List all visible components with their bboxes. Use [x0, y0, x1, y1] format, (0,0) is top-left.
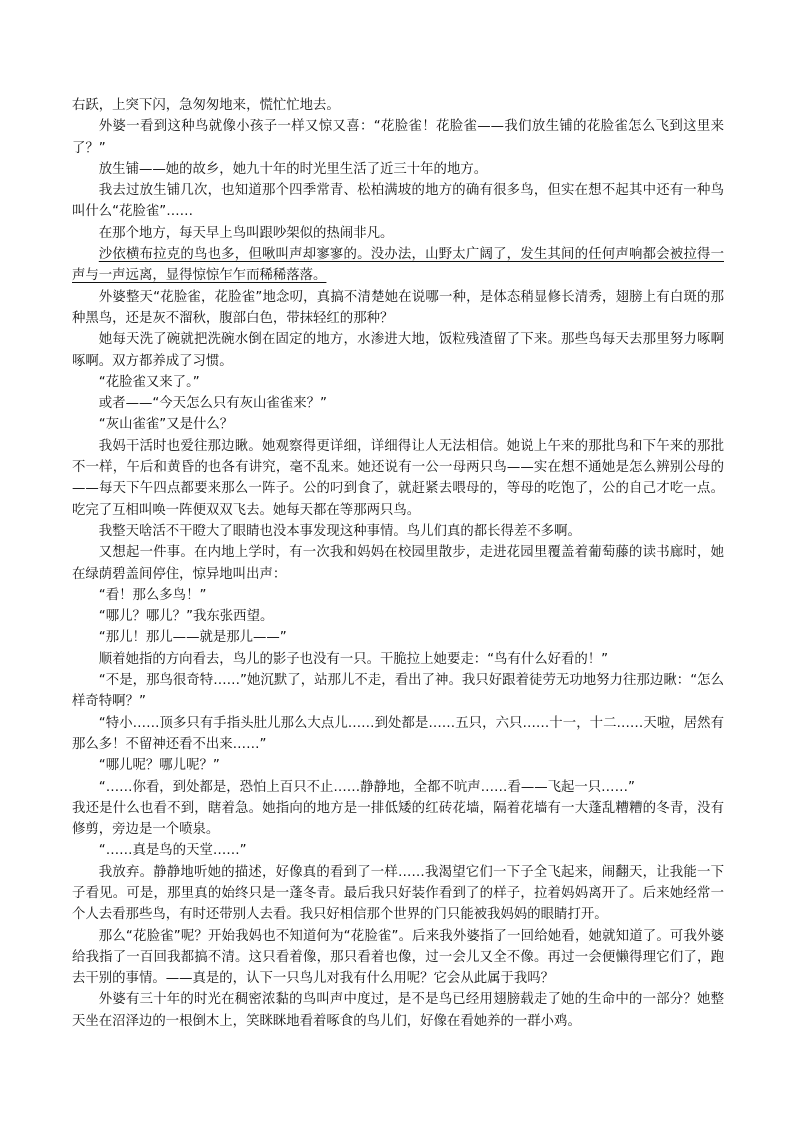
paragraph: 在那个地方，每天早上鸟叫跟吵架似的热闹非凡。 [98, 225, 394, 241]
paragraph: 放生铺——她的故乡，她九十年的时光里生活了近三十年的地方。 [98, 161, 488, 177]
paragraph: 我妈干活时也爱往那边瞅。她观察得更详细，详细得让人无法相信。她说上午来的那批鸟和下午来的那批不一样，午后和黄昏的也各有讲究，毫不乱来。她还说有一公一母两只鸟——实在想不通她是怎么辨别公母的——每天下午四点都要来那么一阵子。公的叼到食了，就赶紧去喂母的，等母的吃饱了，公的自己才吃一点。吃完了互相叫唤一阵便双双飞去。她每天都在等那两只鸟。 [72, 438, 724, 518]
underlined-paragraph [72, 244, 724, 287]
paragraph: “……你看，到处都是，恐怕上百只不止……静静地，全都不吭声……看——飞起一只……” [98, 779, 635, 795]
paragraph: 我去过放生铺几次，也知道那个四季常青、松柏满坡的地方的确有很多鸟，但实在想不起其中还有一种鸟叫什么“花脸雀”…… [72, 183, 724, 220]
paragraph: “哪儿呢？哪儿呢？” [98, 758, 220, 774]
paragraph: 我整天啥活不干瞪大了眼睛也没本事发现这种事情。鸟儿们真的都长得差不多啊。 [98, 523, 581, 539]
paragraph: 我放弃。静静地听她的描述，好像真的看到了一样……我渴望它们一下子全飞起来，闹翻天，让我能一下子看见。可是，那里真的始终只是一蓬冬青。最后我只好装作看到了的样子，拉着妈妈离开了。后来她经常一个人去看那些鸟，有时还带别人去看。我只好相信那个世界的门只能被我妈妈的眼睛打开。 [72, 864, 724, 923]
underlined-sentence: 沙依横布拉克的鸟也多，但啾叫声却寥寥的。没办法，山野太广阔了，发生其间的任何声响都会被拉得一声与一声远离，显得惊惊乍乍而稀稀落落。 [72, 247, 724, 284]
paragraph: “看！那么多鸟！” [98, 587, 207, 603]
paragraph: “……真是鸟的天堂……” [98, 843, 247, 859]
paragraph: 或者——“今天怎么只有灰山雀雀来？” [98, 396, 327, 412]
paragraph: 又想起一件事。在内地上学时，有一次我和妈妈在校园里散步，走进花园里覆盖着葡萄藤的读书廊时，她在绿荫碧盖间停住，惊异地叫出声： [72, 545, 724, 582]
paragraph: 那么“花脸雀”呢？开始我妈也不知道何为“花脸雀”。后来我外婆指了一回给她看，她就知道了。可我外婆给我指了一百回我都搞不清。这只看着像，那只看着也像，过一会儿又全不像。再过一会便懒得理它们了，跑去干别的事情。——真是的，认下一只鸟儿对我有什么用呢？它会从此属于我吗？ [72, 928, 724, 987]
paragraph: “那儿！那儿——就是那儿——” [98, 630, 287, 646]
paragraph: 她每天洗了碗就把洗碗水倒在固定的地方，水渗进大地，饭粒残渣留了下来。那些鸟每天去那里努力啄啊啄啊。双方都养成了习惯。 [72, 332, 724, 369]
paragraph: 外婆一看到这种鸟就像小孩子一样又惊又喜：“花脸雀！花脸雀——我们放生铺的花脸雀怎么飞到这里来了？” [72, 119, 724, 156]
paragraph: 右跃，上突下闪，急匆匆地来，慌忙忙地去。 [72, 98, 340, 113]
paragraph: 外婆有三十年的时光在稠密浓黏的鸟叫声中度过，是不是鸟已经用翅膀载走了她的生命中的一部分？她整天坐在沼泽边的一根倒木上，笑眯眯地看着啄食的鸟儿们，好像在看她养的一群小鸡。 [72, 992, 724, 1029]
paragraph: “不是，那鸟很奇特……”她沉默了，站那儿不走，看出了神。我只好跟着徒劳无功地努力往那边瞅：“怎么样奇特啊？” [72, 673, 724, 710]
article-body [72, 95, 724, 1032]
paragraph: “花脸雀又来了。” [98, 374, 200, 390]
paragraph: 顺着她指的方向看去，鸟儿的影子也没有一只。干脆拉上她要走：“鸟有什么好看的！” [98, 651, 609, 667]
paragraph: 我还是什么也看不到，瞎着急。她指向的地方是一排低矮的红砖花墙，隔着花墙有一大蓬乱糟糟的冬青，没有修剪，旁边是一个喷泉。 [72, 800, 724, 838]
paragraph: “哪儿？哪儿？”我东张西望。 [98, 609, 274, 625]
paragraph: “特小……顶多只有手指头肚儿那么大点儿……到处都是……五只，六只……十一，十二……天啦，居然有那么多！不留神还看不出来……” [72, 715, 724, 752]
paragraph: 外婆整天“花脸雀，花脸雀”地念叨，真搞不清楚她在说哪一种，是体态稍显修长清秀，翅膀上有白斑的那种黑鸟，还是灰不溜秋，腹部白色，带抹轻红的那种？ [72, 289, 724, 326]
paragraph: “灰山雀雀”又是什么？ [98, 417, 234, 433]
